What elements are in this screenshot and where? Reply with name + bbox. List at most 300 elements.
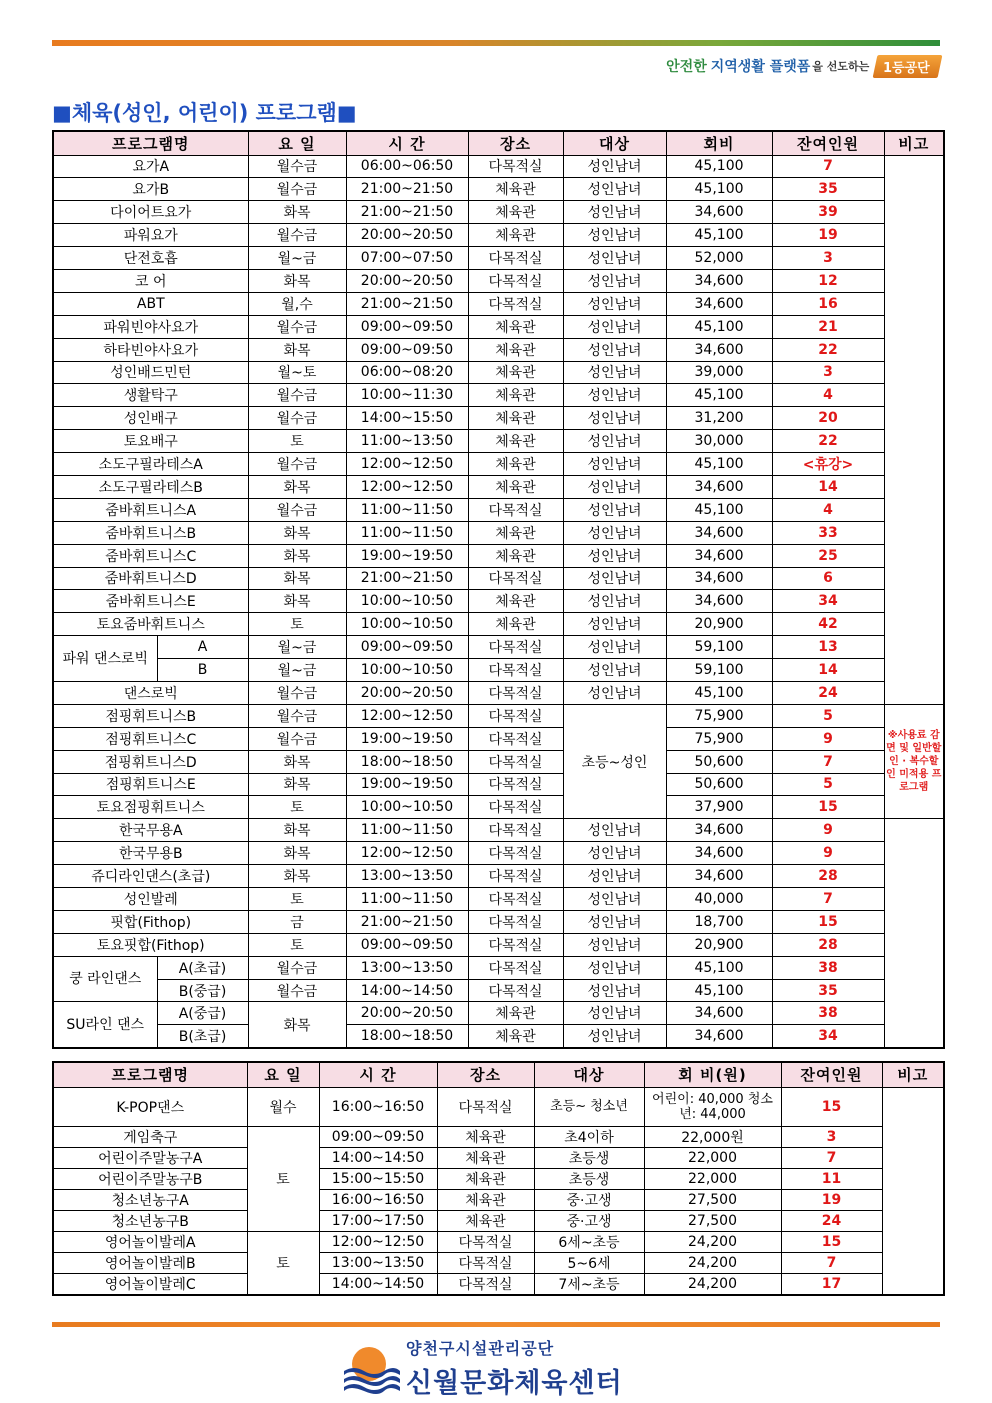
- program-name: 성인배드민턴: [53, 361, 248, 384]
- program-fee: 34,600: [666, 865, 772, 888]
- program-place: 체육관: [468, 613, 563, 636]
- program-target: 중·고생: [534, 1210, 644, 1231]
- program-fee: 59,100: [666, 636, 772, 659]
- program-remaining: 3: [781, 1126, 882, 1147]
- program-place: 체육관: [437, 1168, 534, 1189]
- program-target: 성인남녀: [563, 567, 666, 590]
- program-target: 성인남녀: [563, 407, 666, 430]
- program-place: 다목적실: [468, 704, 563, 727]
- program-day: 토: [248, 430, 346, 453]
- program-fee: 22,000: [644, 1168, 781, 1189]
- program-subclass: B(중급): [157, 979, 248, 1002]
- program-time: 20:00~20:50: [346, 681, 468, 704]
- program-subclass: B: [157, 659, 248, 682]
- program-place: 체육관: [468, 521, 563, 544]
- program-time: 16:00~16:50: [319, 1189, 437, 1210]
- program-target: 성인남녀: [563, 201, 666, 224]
- program-day: 화목: [248, 201, 346, 224]
- table-row: [53, 201, 944, 224]
- program-target: 성인남녀: [563, 956, 666, 979]
- program-target: 초4이하: [534, 1126, 644, 1147]
- program-remaining: 35: [772, 979, 884, 1002]
- program-remaining: 6: [772, 567, 884, 590]
- program-name: 파워빈야사요가: [53, 315, 248, 338]
- program-fee: 24,200: [644, 1252, 781, 1273]
- program-fee: 22,000: [644, 1147, 781, 1168]
- program-place: 다목적실: [437, 1231, 534, 1252]
- program-day: 월수금: [248, 315, 346, 338]
- program-remaining: 15: [772, 910, 884, 933]
- program-place: 다목적실: [468, 636, 563, 659]
- program-place: 다목적실: [468, 681, 563, 704]
- program-name: 핏합(Fithop): [53, 910, 248, 933]
- col-header: 시 간: [346, 131, 468, 155]
- program-place: 다목적실: [437, 1087, 534, 1126]
- program-place: 다목적실: [468, 933, 563, 956]
- program-target: 7세~초등: [534, 1273, 644, 1295]
- program-day: 월~금: [248, 659, 346, 682]
- program-time: 10:00~10:50: [346, 796, 468, 819]
- program-time: 21:00~21:50: [346, 292, 468, 315]
- program-time: 14:00~14:50: [319, 1147, 437, 1168]
- program-subclass: A: [157, 636, 248, 659]
- program-place: 체육관: [468, 315, 563, 338]
- program-day: 월수금: [248, 704, 346, 727]
- program-target: 5~6세: [534, 1252, 644, 1273]
- center-logo-icon: [338, 1337, 400, 1399]
- program-subclass: A(초급): [157, 956, 248, 979]
- table-row: [53, 681, 944, 704]
- table-row: [53, 842, 944, 865]
- footer-center-name: 신월문화체육센터: [406, 1368, 623, 1399]
- discount-note: ※사용료 감면 및 일반할인 · 복수할인 미적용 프로그램: [884, 704, 944, 818]
- program-time: 09:00~09:50: [346, 338, 468, 361]
- program-target: 성인남녀: [563, 338, 666, 361]
- program-name: 어린이주말농구A: [53, 1147, 247, 1168]
- table-row: [53, 247, 944, 270]
- program-time: 13:00~13:50: [346, 865, 468, 888]
- program-place: 체육관: [437, 1210, 534, 1231]
- table-row: [53, 1025, 944, 1048]
- program-fee: 75,900: [666, 727, 772, 750]
- program-time: 20:00~20:50: [346, 269, 468, 292]
- table-row: [53, 773, 944, 796]
- table-row: [53, 979, 944, 1002]
- program-remaining: 9: [772, 842, 884, 865]
- program-place: 다목적실: [468, 292, 563, 315]
- table-row: [53, 567, 944, 590]
- program-remaining: 7: [772, 155, 884, 178]
- program-fee: 40,000: [666, 888, 772, 911]
- program-target: 성인남녀: [563, 521, 666, 544]
- table-row: [53, 224, 944, 247]
- table-row: [53, 1147, 944, 1168]
- program-target: 성인남녀: [563, 453, 666, 476]
- program-fee: 34,600: [666, 292, 772, 315]
- program-group-name: 파워 댄스로빅: [53, 636, 157, 682]
- program-name: 영어놀이발레C: [53, 1273, 247, 1295]
- program-remaining: 9: [772, 819, 884, 842]
- program-place: 다목적실: [468, 498, 563, 521]
- program-remaining: 15: [781, 1087, 882, 1126]
- program-fee: 34,600: [666, 544, 772, 567]
- program-day: 화목: [248, 773, 346, 796]
- program-fee: 어린이: 40,000 청소년: 44,000: [644, 1087, 781, 1126]
- col-header: 장소: [437, 1062, 534, 1087]
- program-remaining: 7: [772, 888, 884, 911]
- program-place: 다목적실: [468, 750, 563, 773]
- program-name: 점핑휘트니스C: [53, 727, 248, 750]
- program-target: 성인남녀: [563, 498, 666, 521]
- program-fee: 34,600: [666, 567, 772, 590]
- program-remaining: 5: [772, 704, 884, 727]
- program-target: 중·고생: [534, 1189, 644, 1210]
- table-row: [53, 1189, 944, 1210]
- program-fee: 34,600: [666, 842, 772, 865]
- program-time: 21:00~21:50: [346, 178, 468, 201]
- program-subclass: B(초급): [157, 1025, 248, 1048]
- program-day: 화목: [248, 590, 346, 613]
- table-row: [53, 384, 944, 407]
- remarks-cell: [882, 1087, 944, 1295]
- program-remaining: 13: [772, 636, 884, 659]
- program-place: 체육관: [468, 338, 563, 361]
- program-remaining: 19: [781, 1189, 882, 1210]
- program-remaining: 25: [772, 544, 884, 567]
- program-name: 성인발레: [53, 888, 248, 911]
- program-name: 단전호흡: [53, 247, 248, 270]
- program-remaining: 33: [772, 521, 884, 544]
- program-time: 06:00~06:50: [346, 155, 468, 178]
- program-place: 다목적실: [468, 727, 563, 750]
- program-name: 토요핏합(Fithop): [53, 933, 248, 956]
- remarks-cell: [884, 819, 944, 1048]
- table-row: [53, 910, 944, 933]
- table-row: [53, 338, 944, 361]
- program-remaining: 20: [772, 407, 884, 430]
- program-fee: 39,000: [666, 361, 772, 384]
- table-row: [53, 1002, 944, 1025]
- program-time: 09:00~09:50: [346, 636, 468, 659]
- program-name: K-POP댄스: [53, 1087, 247, 1126]
- program-target: 초등생: [534, 1168, 644, 1189]
- program-target: 성인남녀: [563, 178, 666, 201]
- adult-program-table: [52, 130, 945, 1049]
- table-row: [53, 1210, 944, 1231]
- program-remaining: 28: [772, 865, 884, 888]
- program-day: 화목: [248, 521, 346, 544]
- program-place: 다목적실: [468, 842, 563, 865]
- program-remaining: 7: [781, 1252, 882, 1273]
- program-name: 다이어트요가: [53, 201, 248, 224]
- program-time: 14:00~15:50: [346, 407, 468, 430]
- program-time: 10:00~10:50: [346, 590, 468, 613]
- program-target: 성인남녀: [563, 430, 666, 453]
- table-row: [53, 315, 944, 338]
- table-row: [53, 659, 944, 682]
- table-row: [53, 636, 944, 659]
- program-target: 성인남녀: [563, 1002, 666, 1025]
- table-row: [53, 361, 944, 384]
- program-place: 체육관: [437, 1126, 534, 1147]
- program-place: 체육관: [468, 430, 563, 453]
- table-row: [53, 453, 944, 476]
- program-fee: 45,100: [666, 979, 772, 1002]
- program-fee: 34,600: [666, 1025, 772, 1048]
- program-time: 20:00~20:50: [346, 1002, 468, 1025]
- program-target: 성인남녀: [563, 979, 666, 1002]
- col-header: 프로그램명: [53, 1062, 247, 1087]
- col-header: 잔여인원: [772, 131, 884, 155]
- table-row: [53, 1273, 944, 1295]
- program-target: 성인남녀: [563, 910, 666, 933]
- program-remaining: 4: [772, 498, 884, 521]
- program-target: 성인남녀: [563, 361, 666, 384]
- program-time: 11:00~11:50: [346, 819, 468, 842]
- program-day: 화목: [248, 567, 346, 590]
- program-day: 화목: [248, 842, 346, 865]
- program-time: 19:00~19:50: [346, 544, 468, 567]
- program-day: 월수금: [248, 727, 346, 750]
- program-target: 성인남녀: [563, 269, 666, 292]
- table-row: [53, 1231, 944, 1252]
- program-place: 체육관: [468, 1002, 563, 1025]
- program-fee: 34,600: [666, 819, 772, 842]
- program-target: 성인남녀: [563, 1025, 666, 1048]
- program-remaining: 42: [772, 613, 884, 636]
- program-target: 성인남녀: [563, 613, 666, 636]
- col-header: 비고: [884, 131, 944, 155]
- program-time: 06:00~08:20: [346, 361, 468, 384]
- program-place: 체육관: [468, 590, 563, 613]
- program-target: 성인남녀: [563, 933, 666, 956]
- program-target: 성인남녀: [563, 659, 666, 682]
- program-place: 다목적실: [468, 155, 563, 178]
- program-target: 성인남녀: [563, 315, 666, 338]
- program-day: 월수금: [248, 155, 346, 178]
- program-time: 09:00~09:50: [346, 933, 468, 956]
- col-header: 회비: [666, 131, 772, 155]
- program-remaining: 22: [772, 430, 884, 453]
- program-time: 18:00~18:50: [346, 1025, 468, 1048]
- table-row: [53, 521, 944, 544]
- program-name: 쥬디라인댄스(초급): [53, 865, 248, 888]
- program-subclass: A(중급): [157, 1002, 248, 1025]
- program-fee: 50,600: [666, 773, 772, 796]
- table-row: [53, 1168, 944, 1189]
- program-place: 다목적실: [437, 1273, 534, 1295]
- program-time: 11:00~11:50: [346, 888, 468, 911]
- col-header: 대상: [563, 131, 666, 155]
- program-fee: 37,900: [666, 796, 772, 819]
- program-remaining: 7: [781, 1147, 882, 1168]
- program-time: 16:00~16:50: [319, 1087, 437, 1126]
- table-row: [53, 498, 944, 521]
- program-day: 화목: [248, 750, 346, 773]
- program-day: 금: [248, 910, 346, 933]
- program-target: 성인남녀: [563, 865, 666, 888]
- program-fee: 34,600: [666, 201, 772, 224]
- program-place: 체육관: [468, 407, 563, 430]
- program-day: 월수금: [248, 453, 346, 476]
- program-time: 13:00~13:50: [346, 956, 468, 979]
- program-remaining: 34: [772, 590, 884, 613]
- program-time: 19:00~19:50: [346, 773, 468, 796]
- program-day: 월~금: [248, 247, 346, 270]
- program-target: 초등~성인: [563, 704, 666, 818]
- program-name: 점핑휘트니스E: [53, 773, 248, 796]
- footer-org-name: 양천구시설관리공단: [406, 1339, 555, 1358]
- program-name: 청소년농구B: [53, 1210, 247, 1231]
- program-day: 화목: [248, 544, 346, 567]
- program-name: 토요줌바휘트니스: [53, 613, 248, 636]
- program-fee: 45,100: [666, 453, 772, 476]
- program-time: 07:00~07:50: [346, 247, 468, 270]
- program-group-name: 쿵 라인댄스: [53, 956, 157, 1002]
- program-name: 점핑휘트니스D: [53, 750, 248, 773]
- program-place: 다목적실: [437, 1252, 534, 1273]
- program-name: 성인배구: [53, 407, 248, 430]
- kids-program-table: [52, 1061, 945, 1296]
- program-fee: 20,900: [666, 933, 772, 956]
- program-fee: 75,900: [666, 704, 772, 727]
- program-place: 체육관: [468, 178, 563, 201]
- program-name: 게임축구: [53, 1126, 247, 1147]
- program-time: 12:00~12:50: [346, 842, 468, 865]
- program-fee: 59,100: [666, 659, 772, 682]
- program-remaining: 11: [781, 1168, 882, 1189]
- table-row: [53, 750, 944, 773]
- program-place: 다목적실: [468, 269, 563, 292]
- program-time: 21:00~21:50: [346, 910, 468, 933]
- col-header: 잔여인원: [781, 1062, 882, 1087]
- program-place: 체육관: [437, 1147, 534, 1168]
- program-name: 코 어: [53, 269, 248, 292]
- program-time: 10:00~10:50: [346, 613, 468, 636]
- program-time: 15:00~15:50: [319, 1168, 437, 1189]
- table-row: [53, 727, 944, 750]
- program-remaining: 39: [772, 201, 884, 224]
- program-fee: 24,200: [644, 1273, 781, 1295]
- program-fee: 31,200: [666, 407, 772, 430]
- program-name: 어린이주말농구B: [53, 1168, 247, 1189]
- program-target: 성인남녀: [563, 384, 666, 407]
- program-fee: 18,700: [666, 910, 772, 933]
- program-name: 한국무용B: [53, 842, 248, 865]
- program-place: 다목적실: [468, 567, 563, 590]
- program-target: 6세~초등: [534, 1231, 644, 1252]
- program-name: 줌바휘트니스B: [53, 521, 248, 544]
- program-fee: 27,500: [644, 1189, 781, 1210]
- program-remaining: 4: [772, 384, 884, 407]
- program-day: 월수금: [248, 178, 346, 201]
- program-time: 14:00~14:50: [319, 1273, 437, 1295]
- program-remaining: 21: [772, 315, 884, 338]
- rank-badge: 1등공단: [873, 55, 943, 78]
- program-time: 11:00~11:50: [346, 521, 468, 544]
- program-remaining: 24: [772, 681, 884, 704]
- program-day: 토: [247, 1126, 319, 1231]
- program-name: 하타빈야사요가: [53, 338, 248, 361]
- program-name: 줌바휘트니스E: [53, 590, 248, 613]
- col-header: 요 일: [248, 131, 346, 155]
- program-fee: 34,600: [666, 269, 772, 292]
- program-name: 댄스로빅: [53, 681, 248, 704]
- program-time: 12:00~12:50: [319, 1231, 437, 1252]
- section-title: ■체육(성인, 어린이) 프로그램■: [52, 101, 357, 125]
- program-name: 줌바휘트니스A: [53, 498, 248, 521]
- program-day: 토: [248, 796, 346, 819]
- table-row: [53, 590, 944, 613]
- program-time: 13:00~13:50: [319, 1252, 437, 1273]
- program-target: 성인남녀: [563, 292, 666, 315]
- program-day: 토: [248, 888, 346, 911]
- program-day: 월수: [247, 1087, 319, 1126]
- program-name: 한국무용A: [53, 819, 248, 842]
- table-row: [53, 292, 944, 315]
- program-day: 월수금: [248, 407, 346, 430]
- program-day: 화목: [248, 819, 346, 842]
- col-header: 요 일: [247, 1062, 319, 1087]
- program-time: 11:00~11:50: [346, 498, 468, 521]
- top-accent-bar: [52, 40, 940, 46]
- table-row: [53, 1252, 944, 1273]
- program-remaining: 17: [781, 1273, 882, 1295]
- program-target: 성인남녀: [563, 475, 666, 498]
- program-fee: 45,100: [666, 681, 772, 704]
- program-name: 소도구필라테스B: [53, 475, 248, 498]
- table-row: [53, 796, 944, 819]
- remarks-cell: [884, 155, 944, 704]
- program-remaining: 22: [772, 338, 884, 361]
- program-place: 다목적실: [468, 247, 563, 270]
- program-time: 21:00~21:50: [346, 567, 468, 590]
- program-place: 다목적실: [468, 979, 563, 1002]
- program-place: 체육관: [468, 475, 563, 498]
- program-remaining: 38: [772, 956, 884, 979]
- program-fee: 27,500: [644, 1210, 781, 1231]
- program-name: 요가B: [53, 178, 248, 201]
- program-day: 토: [248, 933, 346, 956]
- program-day: 월수금: [248, 224, 346, 247]
- program-time: 10:00~10:50: [346, 659, 468, 682]
- program-day: 월~금: [248, 636, 346, 659]
- col-header: 비고: [882, 1062, 944, 1087]
- program-name: 청소년농구A: [53, 1189, 247, 1210]
- table-row: [53, 155, 944, 178]
- table-row: [53, 269, 944, 292]
- program-fee: 52,000: [666, 247, 772, 270]
- program-time: 12:00~12:50: [346, 704, 468, 727]
- program-place: 체육관: [437, 1189, 534, 1210]
- program-target: 성인남녀: [563, 590, 666, 613]
- program-fee: 24,200: [644, 1231, 781, 1252]
- col-header-program: 프로그램명: [53, 131, 248, 155]
- col-header: 시 간: [319, 1062, 437, 1087]
- table-row: [53, 865, 944, 888]
- slogan-part1: 안전한: [666, 59, 707, 75]
- program-fee: 34,600: [666, 1002, 772, 1025]
- program-fee: 34,600: [666, 590, 772, 613]
- table-row: [53, 544, 944, 567]
- program-name: ABT: [53, 292, 248, 315]
- program-fee: 45,100: [666, 178, 772, 201]
- program-remaining: <휴강>: [772, 453, 884, 476]
- program-fee: 22,000원: [644, 1126, 781, 1147]
- slogan-part2: 지역생활 플랫폼: [710, 59, 811, 75]
- program-place: 체육관: [468, 544, 563, 567]
- program-name: 소도구필라테스A: [53, 453, 248, 476]
